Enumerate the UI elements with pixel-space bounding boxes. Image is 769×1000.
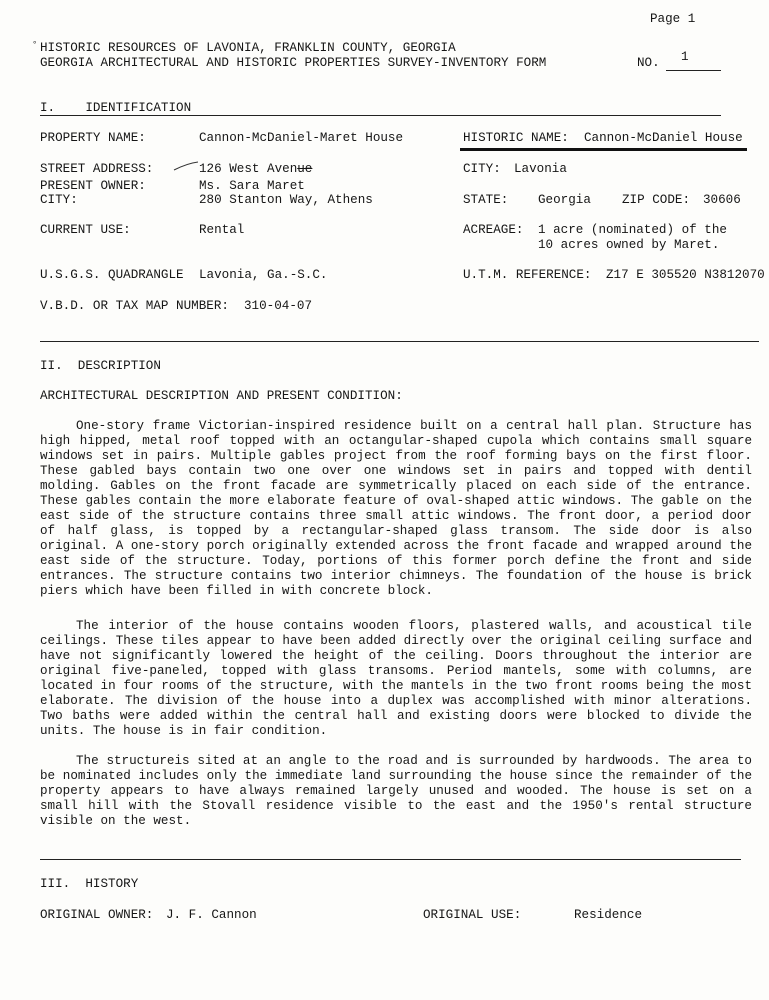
historic-name-value: Cannon-McDaniel House — [584, 131, 743, 145]
section-identification-rule — [40, 115, 721, 116]
utm-reference-label: U.T.M. REFERENCE: — [463, 268, 592, 282]
section-identification-title: I. IDENTIFICATION — [40, 101, 192, 115]
form-number-label: NO. — [637, 56, 660, 70]
utm-reference-value: Z17 E 305520 N3812070 — [606, 268, 765, 282]
form-number-value: 1 — [681, 50, 689, 64]
city-value: Lavonia — [514, 162, 567, 176]
owner-city-value: 280 Stanton Way, Athens — [199, 193, 373, 207]
description-paragraph-setting: The structureis sited at an angle to the road and is surrounded by hardwoods. The area to be nominated includes only the immediate land surrounding the house since the remainder of the property appears to have always remained largely unused and wooded. The house is set on a small hill with the Stovall residence visible to the east and the 1950's rental structure visible on the west. — [40, 754, 752, 828]
zip-label: ZIP CODE: — [622, 193, 691, 207]
zip-value: 30606 — [703, 193, 741, 207]
acreage-value-line2: 10 acres owned by Maret. — [538, 238, 720, 252]
state-value: Georgia — [538, 193, 591, 207]
street-address-value — [199, 162, 312, 177]
tax-map-label: V.B.D. OR TAX MAP NUMBER: — [40, 299, 229, 313]
form-number-underline — [666, 70, 721, 71]
section-divider-1 — [40, 341, 759, 342]
owner-city-label: CITY: — [40, 193, 78, 207]
property-name-label: PROPERTY NAME: — [40, 131, 146, 145]
city-label: CITY: — [463, 162, 501, 176]
original-use-value: Residence — [574, 908, 643, 922]
property-name-value: Cannon-McDaniel-Maret House — [199, 131, 404, 145]
historic-name-label: HISTORIC NAME: — [463, 131, 569, 145]
usgs-quadrangle-value: Lavonia, Ga.-S.C. — [199, 268, 328, 282]
form-title-line2: GEORGIA ARCHITECTURAL AND HISTORIC PROPERTIES SURVEY-INVENTORY FORM — [40, 56, 547, 70]
section-divider-2 — [40, 859, 741, 860]
description-paragraph-exterior: One-story frame Victorian-inspired residence built on a central hall plan. Structure has high hipped, metal roof topped with an octangular-shaped cupola which contains small square windows set in pairs. Multiple gables project from the roof forming bays on the first floor. These gabled bays contain two one over one windows set in pairs and topped with dentil molding. Gables on the front facade are symmetrically placed on each side of the entrance. These gables contain the more elaborate feature of oval-shaped attic windows. The gable on the east side of the structure contains three small attic windows. The front door, a period door of half glass, is topped by a rectangular-shaped glass transom. The side door is also original. A one-story porch originally extended across the front facade and wrapped around the east side of the structure. Today, portions of this former porch define the front and side entrances. The structure contains two interior chimneys. The foundation of the house is brick piers which have been filled in with concrete block. — [40, 419, 752, 598]
acreage-value-line1: 1 acre (nominated) of the — [538, 223, 727, 237]
handwritten-arrow-icon — [172, 160, 200, 172]
tax-map-value: 310-04-07 — [244, 299, 313, 313]
historic-name-underline — [460, 148, 747, 151]
stray-mark: ° — [32, 40, 38, 50]
section-history-title: III. HISTORY — [40, 877, 139, 891]
street-address-struck-text: ue — [297, 162, 313, 176]
original-owner-label: ORIGINAL OWNER: — [40, 908, 154, 922]
street-address-label: STREET ADDRESS: — [40, 162, 154, 176]
present-owner-value: Ms. Sara Maret — [199, 179, 305, 193]
section-description-title: II. DESCRIPTION — [40, 359, 161, 373]
original-owner-value: J. F. Cannon — [166, 908, 257, 922]
form-title-line1: HISTORIC RESOURCES OF LAVONIA, FRANKLIN COUNTY, GEORGIA — [40, 41, 456, 55]
description-paragraph-interior: The interior of the house contains wooden floors, plastered walls, and acoustical tile ceilings. These tiles appear to have been added directly over the original ceiling surface and have not significantly lowered the height of the ceiling. Doors throughout the interior are original five-paneled, topped with glass transoms. Period mantels, some with columns, are located in four rooms of the structure, with the mantels in the two front rooms being the most elaborate. The division of the house into a duplex was accomplished with minor alterations. Two baths were added within the central hall and existing doors were blocked to divide the units. The house is in fair condition. — [40, 619, 752, 738]
current-use-value: Rental — [199, 223, 245, 237]
description-subheading: ARCHITECTURAL DESCRIPTION AND PRESENT CONDITION: — [40, 389, 403, 403]
present-owner-label: PRESENT OWNER: — [40, 179, 146, 193]
usgs-quadrangle-label: U.S.G.S. QUADRANGLE — [40, 268, 184, 282]
street-address-text: 126 West Aven — [199, 162, 298, 176]
acreage-label: ACREAGE: — [463, 223, 524, 237]
page-label: Page 1 — [650, 12, 696, 26]
state-label: STATE: — [463, 193, 509, 207]
current-use-label: CURRENT USE: — [40, 223, 131, 237]
original-use-label: ORIGINAL USE: — [423, 908, 522, 922]
